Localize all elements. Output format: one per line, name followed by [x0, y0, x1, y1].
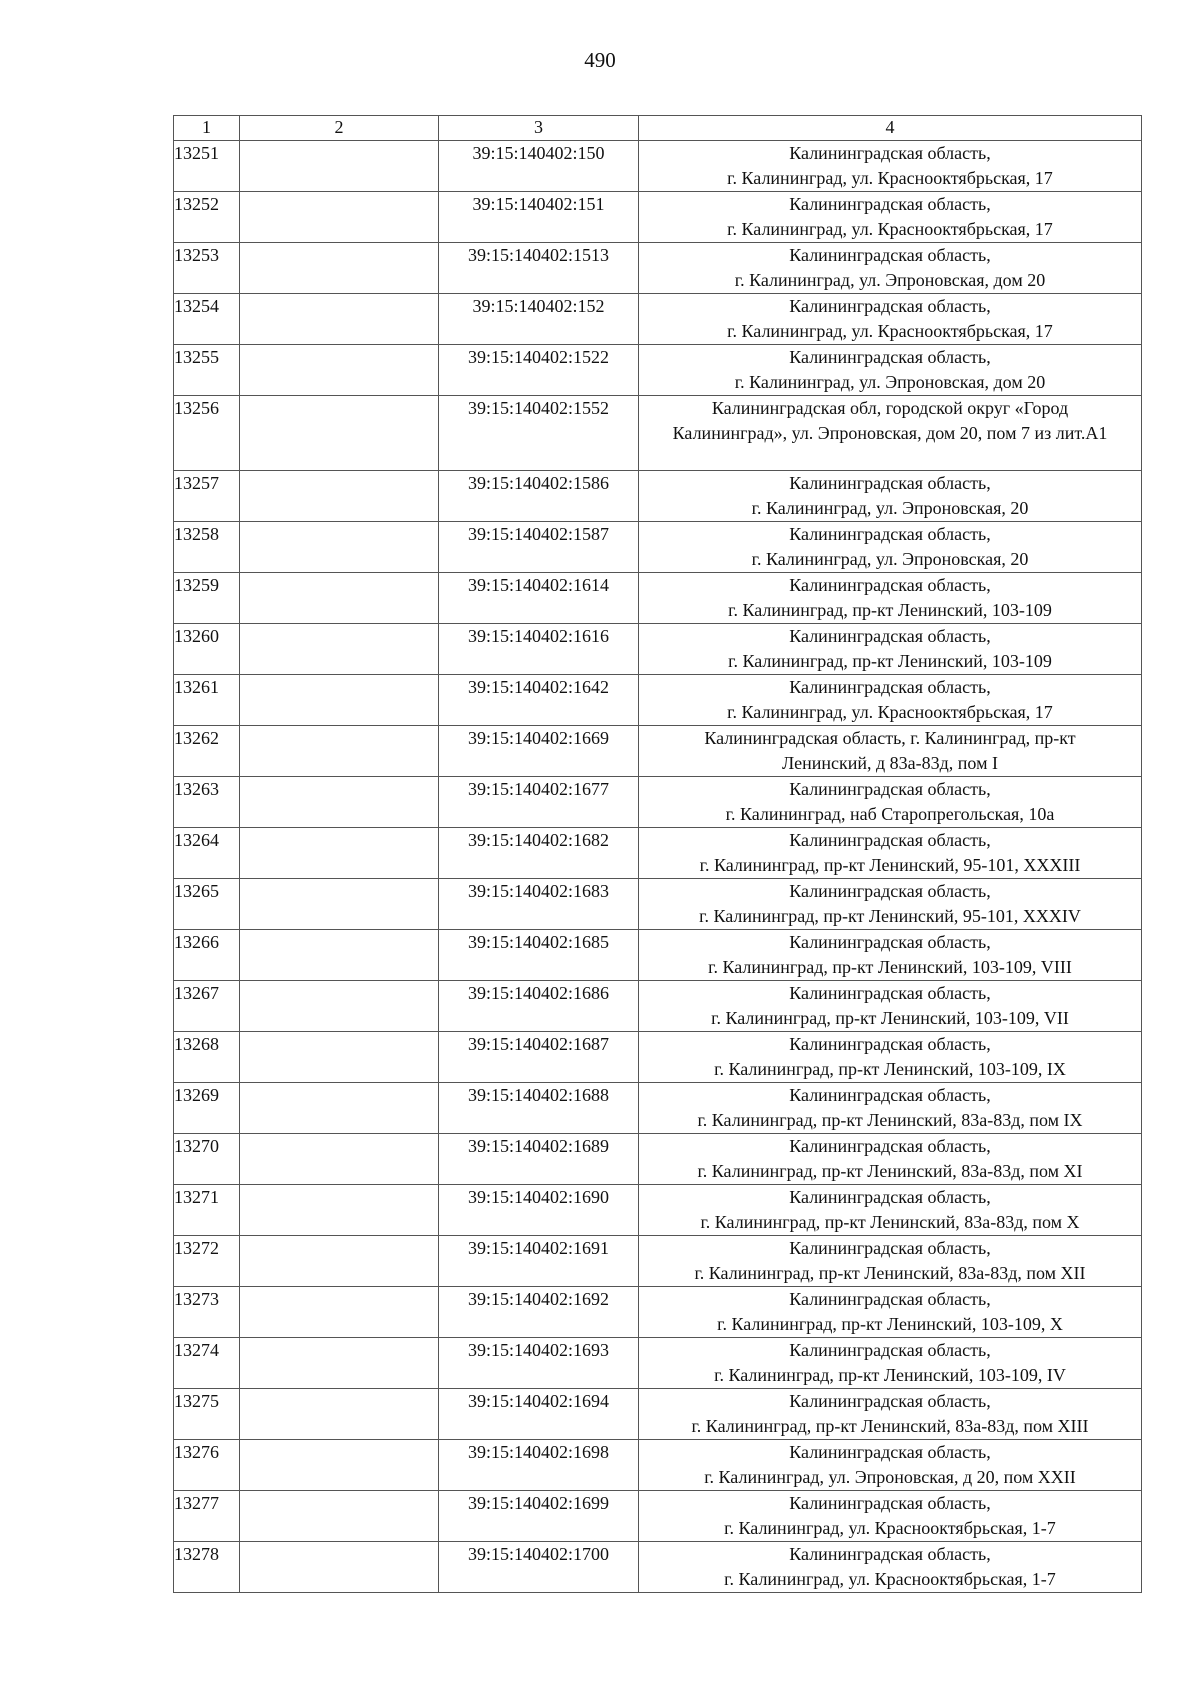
address-cell — [639, 1134, 1142, 1185]
table-row — [174, 1542, 1142, 1593]
row-number-cell: 13253 — [174, 243, 240, 294]
header-col-2: 2 — [240, 116, 439, 141]
row-col2-cell — [240, 777, 439, 828]
row-number-cell: 13251 — [174, 141, 240, 192]
row-number-cell: 13259 — [174, 573, 240, 624]
address-line: г. Калининград, пр-кт Ленинский, 103-109, VII — [711, 1008, 1069, 1028]
table-row — [174, 1134, 1142, 1185]
address-line: Калининградская область, — [789, 473, 991, 493]
row-col2-cell — [240, 930, 439, 981]
cadastral-number-cell: 39:15:140402:1522 — [439, 345, 639, 396]
address-line: Калининградская область, — [789, 1544, 991, 1564]
cadastral-number-cell: 39:15:140402:1688 — [439, 1083, 639, 1134]
address-line: г. Калининград, пр-кт Ленинский, 103-109, X — [717, 1314, 1063, 1334]
row-col2-cell — [240, 471, 439, 522]
cadastral-number-cell: 39:15:140402:1693 — [439, 1338, 639, 1389]
cadastral-number-cell: 39:15:140402:1685 — [439, 930, 639, 981]
table-row — [174, 345, 1142, 396]
address-cell — [639, 1542, 1142, 1593]
address-cell — [639, 675, 1142, 726]
cadastral-number-cell: 39:15:140402:151 — [439, 192, 639, 243]
row-number-cell: 13265 — [174, 879, 240, 930]
address-line: г. Калининград, пр-кт Ленинский, 83а-83д, пом XII — [694, 1263, 1086, 1283]
address-line: г. Калининград, пр-кт Ленинский, 103-109, IX — [714, 1059, 1066, 1079]
address-line: г. Калининград, пр-кт Ленинский, 103-109, IV — [714, 1365, 1066, 1385]
address-line: Калининградская область, г. Калининград, пр-кт — [704, 728, 1076, 748]
table-row — [174, 192, 1142, 243]
address-line: Калининградская область, — [789, 524, 991, 544]
address-cell — [639, 1083, 1142, 1134]
cadastral-number-cell: 39:15:140402:1683 — [439, 879, 639, 930]
row-col2-cell — [240, 1185, 439, 1236]
address-cell — [639, 624, 1142, 675]
table-body — [174, 141, 1142, 1593]
address-line: г. Калининград, пр-кт Ленинский, 83а-83д, пом X — [700, 1212, 1080, 1232]
table-row — [174, 828, 1142, 879]
row-number-cell: 13266 — [174, 930, 240, 981]
table-row — [174, 141, 1142, 192]
cadastral-number-cell: 39:15:140402:1687 — [439, 1032, 639, 1083]
row-col2-cell — [240, 345, 439, 396]
row-col2-cell — [240, 1134, 439, 1185]
row-col2-cell — [240, 141, 439, 192]
cadastral-number-cell: 39:15:140402:1698 — [439, 1440, 639, 1491]
cadastral-number-cell: 39:15:140402:1614 — [439, 573, 639, 624]
address-line: г. Калининград, пр-кт Ленинский, 83а-83д, пом XI — [697, 1161, 1083, 1181]
cadastral-number-cell: 39:15:140402:1691 — [439, 1236, 639, 1287]
address-cell — [639, 1032, 1142, 1083]
address-line: Калининградская область, — [789, 1034, 991, 1054]
address-cell — [639, 1491, 1142, 1542]
address-cell — [639, 777, 1142, 828]
table-row — [174, 726, 1142, 777]
cadastral-number-cell: 39:15:140402:1677 — [439, 777, 639, 828]
address-cell — [639, 345, 1142, 396]
address-cell — [639, 1185, 1142, 1236]
row-col2-cell — [240, 573, 439, 624]
address-cell — [639, 573, 1142, 624]
address-line: Калининградская область, — [789, 143, 991, 163]
row-col2-cell — [240, 828, 439, 879]
table-row — [174, 1491, 1142, 1542]
address-line: г. Калининград, ул. Эпроновская, дом 20 — [734, 372, 1046, 392]
table-row — [174, 1338, 1142, 1389]
address-line: Калининградская обл, городской округ «Город — [711, 398, 1069, 418]
address-line: г. Калининград, ул. Краснооктябрьская, 17 — [727, 702, 1053, 722]
address-cell — [639, 828, 1142, 879]
address-cell — [639, 243, 1142, 294]
address-line: г. Калининград, пр-кт Ленинский, 95-101, XXXIV — [699, 906, 1081, 926]
address-cell — [639, 1236, 1142, 1287]
table-row — [174, 1287, 1142, 1338]
cadastral-number-cell: 39:15:140402:1682 — [439, 828, 639, 879]
cadastral-number-cell: 39:15:140402:1616 — [439, 624, 639, 675]
row-number-cell: 13264 — [174, 828, 240, 879]
header-col-3: 3 — [439, 116, 639, 141]
address-cell — [639, 726, 1142, 777]
address-line: г. Калининград, ул. Краснооктябрьская, 17 — [727, 219, 1053, 239]
registry-table — [173, 115, 1142, 1593]
table-row — [174, 1236, 1142, 1287]
row-col2-cell — [240, 1542, 439, 1593]
address-line: Ленинский, д 83а-83д, пом I — [782, 753, 998, 773]
address-line: г. Калининград, ул. Краснооктябрьская, 17 — [727, 168, 1053, 188]
address-line: Калининградская область, — [789, 881, 991, 901]
address-line: Калининградская область, — [789, 1187, 991, 1207]
cadastral-number-cell: 39:15:140402:1699 — [439, 1491, 639, 1542]
table-row — [174, 675, 1142, 726]
address-cell — [639, 522, 1142, 573]
row-col2-cell — [240, 675, 439, 726]
address-line: г. Калининград, ул. Краснооктябрьская, 1-7 — [724, 1518, 1056, 1538]
address-line: г. Калининград, пр-кт Ленинский, 95-101, XXXIII — [699, 855, 1081, 875]
row-col2-cell — [240, 192, 439, 243]
row-number-cell: 13274 — [174, 1338, 240, 1389]
address-line: Калининградская область, — [789, 245, 991, 265]
address-line: Калининградская область, — [789, 1085, 991, 1105]
address-line: г. Калининград, ул. Эпроновская, 20 — [751, 549, 1029, 569]
row-col2-cell — [240, 1440, 439, 1491]
row-number-cell: 13258 — [174, 522, 240, 573]
row-number-cell: 13273 — [174, 1287, 240, 1338]
address-line: г. Калининград, наб Старопрегольская, 10а — [725, 804, 1055, 824]
address-line: г. Калининград, пр-кт Ленинский, 103-109 — [728, 651, 1052, 671]
table-row — [174, 294, 1142, 345]
cadastral-number-cell: 39:15:140402:1513 — [439, 243, 639, 294]
row-number-cell: 13252 — [174, 192, 240, 243]
address-cell — [639, 1389, 1142, 1440]
cadastral-number-cell: 39:15:140402:1692 — [439, 1287, 639, 1338]
table-row — [174, 396, 1142, 471]
table-row — [174, 777, 1142, 828]
row-col2-cell — [240, 294, 439, 345]
address-cell — [639, 396, 1142, 471]
cadastral-number-cell: 39:15:140402:1586 — [439, 471, 639, 522]
table-row — [174, 1083, 1142, 1134]
row-number-cell: 13262 — [174, 726, 240, 777]
address-cell — [639, 192, 1142, 243]
address-line: Калининградская область, — [789, 830, 991, 850]
address-cell — [639, 294, 1142, 345]
row-col2-cell — [240, 1287, 439, 1338]
row-number-cell: 13267 — [174, 981, 240, 1032]
table-row — [174, 981, 1142, 1032]
row-col2-cell — [240, 1389, 439, 1440]
row-number-cell: 13268 — [174, 1032, 240, 1083]
row-col2-cell — [240, 522, 439, 573]
address-cell — [639, 930, 1142, 981]
row-number-cell: 13278 — [174, 1542, 240, 1593]
row-col2-cell — [240, 1236, 439, 1287]
row-number-cell: 13263 — [174, 777, 240, 828]
row-number-cell: 13270 — [174, 1134, 240, 1185]
cadastral-number-cell: 39:15:140402:1552 — [439, 396, 639, 471]
row-col2-cell — [240, 726, 439, 777]
cadastral-number-cell: 39:15:140402:152 — [439, 294, 639, 345]
table-row — [174, 930, 1142, 981]
cadastral-number-cell: 39:15:140402:1700 — [439, 1542, 639, 1593]
table-row — [174, 1185, 1142, 1236]
table-row — [174, 879, 1142, 930]
row-number-cell: 13269 — [174, 1083, 240, 1134]
address-line: Калининградская область, — [789, 1493, 991, 1513]
page-number: 490 — [584, 48, 616, 72]
table-row — [174, 471, 1142, 522]
row-col2-cell — [240, 1491, 439, 1542]
address-line: Калининградская область, — [789, 626, 991, 646]
address-line: Калининградская область, — [789, 575, 991, 595]
cadastral-number-cell: 39:15:140402:1690 — [439, 1185, 639, 1236]
table-row — [174, 1389, 1142, 1440]
row-number-cell: 13261 — [174, 675, 240, 726]
address-line: Калининградская область, — [789, 779, 991, 799]
table-row — [174, 522, 1142, 573]
cadastral-number-cell: 39:15:140402:150 — [439, 141, 639, 192]
address-line: Калининградская область, — [789, 983, 991, 1003]
table-row — [174, 1440, 1142, 1491]
header-col-1: 1 — [174, 116, 240, 141]
address-cell — [639, 471, 1142, 522]
row-number-cell: 13255 — [174, 345, 240, 396]
row-col2-cell — [240, 879, 439, 930]
row-number-cell: 13277 — [174, 1491, 240, 1542]
table-header-row — [174, 116, 1142, 141]
address-line: г. Калининград, ул. Эпроновская, дом 20 — [734, 270, 1046, 290]
table-row — [174, 1032, 1142, 1083]
address-line: Калининградская область, — [789, 1289, 991, 1309]
address-line: г. Калининград, пр-кт Ленинский, 83а-83д, пом XIII — [691, 1416, 1089, 1436]
cadastral-number-cell: 39:15:140402:1689 — [439, 1134, 639, 1185]
row-number-cell: 13271 — [174, 1185, 240, 1236]
address-line: Калининградская область, — [789, 1442, 991, 1462]
table-row — [174, 624, 1142, 675]
address-cell — [639, 1338, 1142, 1389]
address-line: Калининградская область, — [789, 1238, 991, 1258]
row-number-cell: 13260 — [174, 624, 240, 675]
cadastral-number-cell: 39:15:140402:1694 — [439, 1389, 639, 1440]
row-number-cell: 13276 — [174, 1440, 240, 1491]
header-col-4: 4 — [639, 116, 1142, 141]
address-line: Калининградская область, — [789, 1340, 991, 1360]
row-number-cell: 13272 — [174, 1236, 240, 1287]
address-line: Калининградская область, — [789, 347, 991, 367]
row-number-cell: 13275 — [174, 1389, 240, 1440]
address-line: Калининградская область, — [789, 194, 991, 214]
address-cell — [639, 981, 1142, 1032]
address-line: г. Калининград, ул. Краснооктябрьская, 1-7 — [724, 1569, 1056, 1589]
address-line: г. Калининград, пр-кт Ленинский, 103-109 — [728, 600, 1052, 620]
row-col2-cell — [240, 396, 439, 471]
address-line: г. Калининград, ул. Эпроновская, 20 — [751, 498, 1029, 518]
address-cell — [639, 1440, 1142, 1491]
cadastral-number-cell: 39:15:140402:1686 — [439, 981, 639, 1032]
cadastral-number-cell: 39:15:140402:1669 — [439, 726, 639, 777]
address-line: Калининградская область, — [789, 1391, 991, 1411]
address-cell — [639, 879, 1142, 930]
row-number-cell: 13257 — [174, 471, 240, 522]
row-col2-cell — [240, 981, 439, 1032]
row-col2-cell — [240, 624, 439, 675]
address-line: Калининградская область, — [789, 296, 991, 316]
address-line: Калининградская область, — [789, 677, 991, 697]
address-line: г. Калининград, ул. Эпроновская, д 20, пом XXII — [704, 1467, 1076, 1487]
address-line: Калининград», ул. Эпроновская, дом 20, пом 7 из лит.А1 — [672, 423, 1108, 443]
table-row — [174, 573, 1142, 624]
row-col2-cell — [240, 243, 439, 294]
row-col2-cell — [240, 1032, 439, 1083]
address-line: г. Калининград, пр-кт Ленинский, 83а-83д, пом IX — [697, 1110, 1083, 1130]
cadastral-number-cell: 39:15:140402:1587 — [439, 522, 639, 573]
row-col2-cell — [240, 1083, 439, 1134]
address-line: Калининградская область, — [789, 932, 991, 952]
address-line: г. Калининград, пр-кт Ленинский, 103-109, VIII — [708, 957, 1072, 977]
cadastral-number-cell: 39:15:140402:1642 — [439, 675, 639, 726]
address-line: г. Калининград, ул. Краснооктябрьская, 17 — [727, 321, 1053, 341]
address-cell — [639, 141, 1142, 192]
address-cell — [639, 1287, 1142, 1338]
row-col2-cell — [240, 1338, 439, 1389]
table-row — [174, 243, 1142, 294]
address-line: Калининградская область, — [789, 1136, 991, 1156]
row-number-cell: 13256 — [174, 396, 240, 471]
row-number-cell: 13254 — [174, 294, 240, 345]
